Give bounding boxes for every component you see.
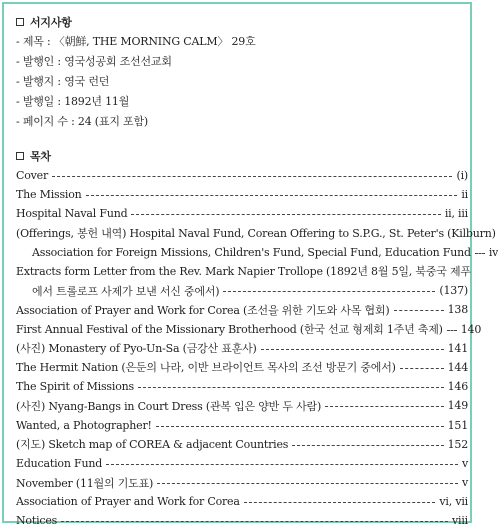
toc-entry-title: The Mission xyxy=(16,188,82,202)
toc-entry-page: 151 xyxy=(447,418,468,432)
toc-entry-title: Hospital Naval Fund xyxy=(16,207,128,221)
dotted-leader xyxy=(475,253,485,254)
toc-entry-page: vi, vii xyxy=(439,495,468,509)
toc-entry-page: v xyxy=(461,476,468,490)
toc-entry xyxy=(16,185,468,204)
toc-entry-page: (i) xyxy=(456,169,468,183)
checkbox-square-icon xyxy=(16,152,24,160)
bibliography-title: - 제목 : 〈朝鮮, THE MORNING CALM〉 29호 xyxy=(16,35,256,48)
toc-entry-page: ii, iii xyxy=(444,207,468,221)
dotted-leader xyxy=(157,483,458,484)
dotted-leader xyxy=(156,426,444,427)
toc-entry-title: (사진) Monastery of Pyo-Un-Sa (금강산 표훈사) xyxy=(16,342,257,356)
bibliography-publisher: - 발행인 : 영국성공회 조선선교회 xyxy=(16,55,172,68)
toc-entry xyxy=(16,281,468,300)
toc-entry-page: 141 xyxy=(447,341,468,355)
toc-entry-title: Association of Prayer and Work for Corea (조선을 위한 기도와 사목 협회) xyxy=(16,303,390,317)
toc-entry xyxy=(16,454,468,473)
toc-entry-title: Education Fund xyxy=(16,456,103,470)
toc-entry-page: 138 xyxy=(447,303,468,317)
toc-entry-title: (Offerings, 봉헌 내역) Hospital Naval Fund, Corean Offering to S.P.G., St. Peter's (Kilburn) xyxy=(16,226,496,240)
toc-entry xyxy=(16,511,468,530)
dotted-leader xyxy=(261,349,444,350)
toc-entry-title: Extracts form Letter from the Rev. Mark Napier Trollope (1892년 8월 5일, 북중국 제푸 xyxy=(16,264,471,278)
toc-entry-title: Association of Prayer and Work for Corea xyxy=(16,495,240,509)
bibliography-place: - 발행지 : 영국 런던 xyxy=(16,75,110,88)
toc-entry xyxy=(16,358,468,377)
dotted-leader xyxy=(52,176,452,177)
dotted-leader xyxy=(138,387,444,388)
dotted-leader xyxy=(61,521,448,522)
toc-entry-title: The Hermit Nation (은둔의 나라, 이반 브라이언트 목사의 조선 방문기 중에서) xyxy=(16,361,396,375)
toc-entry-title: The Spirit of Missions xyxy=(16,380,134,394)
toc-heading-text: 목차 xyxy=(30,150,51,163)
bibliography-heading-text: 서지사항 xyxy=(30,16,72,29)
document-body xyxy=(16,12,498,531)
toc-entry xyxy=(16,435,468,454)
dotted-leader xyxy=(400,368,444,369)
toc-entry-page: 149 xyxy=(447,399,468,413)
toc-entry xyxy=(16,492,468,511)
toc-entry-page: v xyxy=(461,456,468,470)
toc-entry-page: 140 xyxy=(460,322,482,336)
toc-entry-page: viii xyxy=(452,514,468,528)
toc-entry-title: Wanted, a Photographer! xyxy=(16,418,152,432)
toc-entry-title: (지도) Sketch map of COREA & adjacent Countries xyxy=(16,438,289,452)
toc-entry-title: Association for Foreign Missions, Children's Fund, Special Fund, Education Fund xyxy=(32,245,471,259)
toc-entry xyxy=(16,300,468,319)
toc-entry-title: Notices xyxy=(16,514,58,528)
toc-entry-title: November (11월의 기도표) xyxy=(16,476,154,490)
toc-entry-page: ii xyxy=(461,188,468,202)
toc-entry xyxy=(16,204,468,223)
toc-heading xyxy=(16,146,468,166)
toc-entry-title: 에서 트롤로프 사제가 보낸 서신 중에서) xyxy=(32,284,220,298)
checkbox-square-icon xyxy=(16,18,24,26)
toc-entry xyxy=(16,243,498,262)
dotted-leader xyxy=(325,406,444,407)
bibliography-date: - 발행일 : 1892년 11월 xyxy=(16,95,130,108)
dotted-leader xyxy=(86,195,458,196)
bibliography-heading xyxy=(16,12,468,32)
toc-entry xyxy=(16,377,468,396)
toc-entry xyxy=(16,320,482,339)
toc-entry-title: (사진) Nyang-Bangs in Court Dress (관복 입은 양반 두 사람) xyxy=(16,399,322,413)
toc-entry xyxy=(16,396,468,415)
dotted-leader xyxy=(131,214,440,215)
toc-entry-page: 144 xyxy=(447,360,468,374)
toc-entry-page: 152 xyxy=(447,437,468,451)
toc-entry-page: iv xyxy=(488,245,498,259)
bibliography-pages: - 페이지 수 : 24 (표지 포함) xyxy=(16,115,148,128)
toc-entry xyxy=(16,339,468,358)
toc-entry xyxy=(16,415,468,434)
toc-entry-title: First Annual Festival of the Missionary Brotherhood (한국 선교 형제회 1주년 축제) xyxy=(16,323,443,337)
toc-entry xyxy=(16,473,468,492)
toc-entry xyxy=(16,166,468,185)
dotted-leader xyxy=(394,310,444,311)
dotted-leader xyxy=(292,445,443,446)
toc-entry-page: (137) xyxy=(439,284,468,298)
toc-list xyxy=(16,166,498,531)
toc-entry-page: 146 xyxy=(447,380,468,394)
document-frame xyxy=(2,2,498,528)
dotted-leader xyxy=(106,464,458,465)
dotted-leader xyxy=(447,330,457,331)
dotted-leader xyxy=(244,502,436,503)
dotted-leader xyxy=(223,291,435,292)
toc-entry-title: Cover xyxy=(16,169,49,183)
